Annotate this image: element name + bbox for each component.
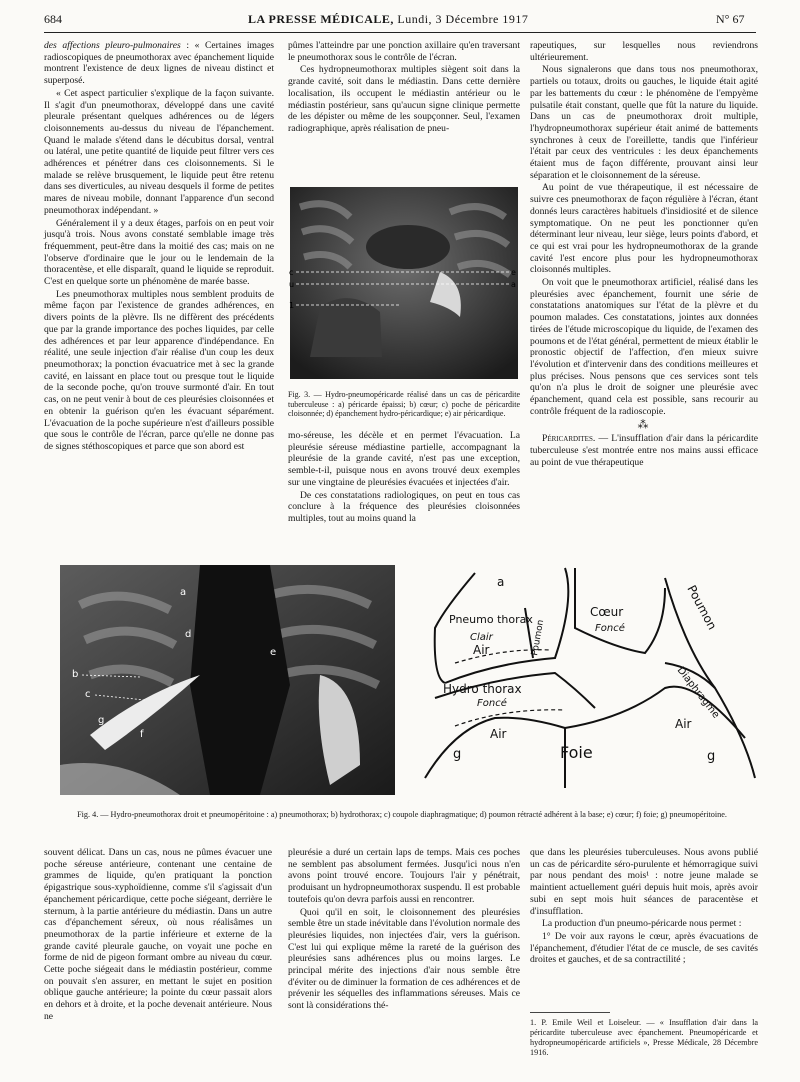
diagram-diaphragme: Diaphragme: [674, 665, 722, 721]
issue-date: Lundi, 3 Décembre 1917: [397, 12, 529, 26]
paragraph: pûmes l'atteindre par une ponction axillaire qu'en traversant le pneumothorax sous le contrôle de l'écran.: [288, 40, 520, 63]
paragraph: Quoi qu'il en soit, le cloisonnement des pleurésies semble être un stade inévitable dans l'évolution normale des pleurésies liquides, non injectées d'air, vers la guérison. C'est lui qui explique même la rareté de la guérison des pleurésies sans adhérences plus ou moins larges. Le principal mérite des injections d'air nous semble être d'éviter ou de diminuer la formation de ces adhérences et de prévenir les séquelles des inflammations séreuses. Mais ce sont là considérations thé-: [288, 906, 520, 1012]
diagram-g-2: g: [707, 749, 716, 764]
paragraph: pleurésie a duré un certain laps de temps. Mais ces poches ne semblent pas absolument fermées. Jusqu'ici nous n'en avons point trouvé encore. Toujours l'air y pénétrait, produisant un hydropneumothorax suspendu. Il est probable toutefois qu'on devra parfois aussi en rencontrer.: [288, 847, 520, 905]
paragraph: [530, 433, 758, 468]
issue-number: N° 67: [716, 12, 745, 26]
footnote-rule: [530, 1012, 610, 1013]
fig3-label-1: 1: [289, 301, 295, 310]
figure-3: [288, 185, 520, 395]
italic-lead: des affections pleuro-pulmonaires: [44, 40, 181, 51]
paragraph: que dans les pleurésies tuberculeuses. Nous avons publié un cas de péricardite séro-purulente et hémorragique suivi par nous pendant des mois¹ : notre jeune malade se maintient actuellement guéri depuis huit mois, après avoir subi en sept mois huit séances de paracentèse et d'insufflation.: [530, 847, 758, 917]
fig3-label-e: e: [511, 268, 516, 277]
diagram-foie: Foie: [560, 743, 593, 762]
section-heading: Péricardites.: [542, 433, 596, 445]
paragraph: On voit que le pneumothorax artificiel, réalisé dans les pleurésies avec épanchement, fournit une série de constatations anatomiques sur l'état de la plèvre et du poumon malades. Ces constatations, jointes aux données tirées de l'étude microscopique du liquide, de l'examen des poumons et de l'état général, permettent de mieux établir le pronostic objectif de l'affection, d'en mieux suivre l'évolution et d'intervenir dans des conditions meilleures et plus précises. Nous pensons que ces services sont tels qu'on n'a plus le droit de soigner une pleurésie avec épanchement, quand cela est possible, sans recourir au contrôle fréquent de la radioscopie.: [530, 277, 758, 417]
diagram-air-2: Air: [490, 727, 507, 741]
paragraph: Nous signalerons que dans tous nos pneumothorax, partiels ou totaux, droits ou gauches, le liquide était agité par les battements du cœur : le phénomène de l'empyème pulsatile était constant, quelle que fût la nature du liquide. Dans un cas de pneumothorax droit multiple, l'hydropneumothorax supérieur était animé de battements synchrones à ceux de l'oreillette, tandis que l'inférieur l'était par ceux des ventricules : les deux épanchements étaient mus de façon différente, prouvant ainsi leur séparation et le cloisonnement de la séreuse.: [530, 64, 758, 181]
diagram-air-1: Air: [473, 643, 490, 657]
paragraph: « Cet aspect particulier s'explique de la façon suivante. Il s'agit d'un pneumothorax, développé dans une cavité pleurale présentant quelques adhérences ou de légers cloisonnements au-dessus du niveau de l'épanchement. Quand le malade s'étend dans le décubitus dorsal, ventral ou latéral, une petite quantité de liquide peut filtrer vers ces adhérences et pénétrer dans ces cloisonnements. Si le malade se relève brusquement, le liquide peut être retenu dans ses diverticules, au niveau desquels il forme de petites mares de niveau mobile, donnant l'apparence d'un second pneumothorax indépendant. »: [44, 87, 274, 216]
paragraph: De ces constatations radiologiques, on peut en tous cas conclure à la fréquence des pleurésies cloisonnées multiples, tout au moins quand la: [288, 489, 520, 524]
paragraph: rapeutiques, sur lesquelles nous reviendrons ultérieurement.: [530, 40, 758, 63]
paragraph-text: : « Certaines images radioscopiques de pneumothorax avec épanchement liquide montrent l'existence de deux lignes de niveau distinct et superposé.: [44, 40, 275, 87]
paragraph: Généralement il y a deux étages, parfois on en peut voir jusqu'à trois. Nous avons constaté semblable image très fréquemment, peut-être dans la moitié des cas; mais on ne l'observe d'ordinaire que le jour ou le lendemain de la thoracentèse, et elle disparaît, quand le liquide se reproduit. C'est en quelque sorte un phénomène de marée basse.: [44, 217, 274, 288]
column-2-top: [288, 40, 520, 136]
diagram-pneumothorax: Pneumo thorax: [449, 613, 533, 626]
diagram-poumon-small: Poumon: [530, 619, 547, 657]
section-separator: ⁂: [637, 418, 651, 431]
diagram-poumon-big: Poumon: [684, 582, 720, 633]
column-2-bottom: [288, 430, 520, 526]
paragraph: mo-séreuse, les décèle et en permet l'évacuation. La pleurésie séreuse médiastine partielle, accompagnant la pleurésie de la grande cavité, n'est pas une exception, semble-t-il, puisque nous en avons trouvé deux exemples sur une vingtaine de pleurésies évacuées et injectées d'air.: [288, 430, 520, 488]
paragraph: Les pneumothorax multiples nous semblent produits de même façon par l'existence de grandes adhérences, en divers points de la plèvre. Ils ne diffèrent des précédents que par la grande importance des poches liquides, par celle des adhérences et par leur apparence d'indépendance. En réalité, une seule injection d'air réalise d'un coup les deux pneumothorax; la ponction évacuatrice met à sec la grande cavité, en laissant en place tout ou presque tout le liquide de la seconde poche, qu'on trouve surmonté d'air. En tout cas, on ne peut venir à bout de ces pleurésies cloisonnées et en obtenir la guérison qu'en les évacuant séparément. L'évacuation de la poche supérieure n'est d'ailleurs possible que sous le contrôle de l'écran, parce qu'elle ne donne pas de signes stéthoscopiques et parce que son abord est: [44, 288, 274, 452]
fig4-label-a: a: [180, 587, 187, 598]
header-rule: [44, 32, 756, 33]
running-header: [248, 12, 528, 27]
column-3: [530, 40, 758, 469]
fig4-radiograph: [60, 565, 395, 795]
diagram-clair: Clair: [470, 632, 493, 643]
journal-title: LA PRESSE MÉDICALE,: [248, 12, 394, 26]
fig4-label-g: g: [98, 715, 105, 726]
fig3-caption: Fig. 3. — Hydro-pneumopéricarde réalisé dans un cas de péricardite tuberculeuse : a) péricarde épaissi; b) cœur; c) poche de péricardite cloisonnée; d) épanchement hydro-péricardique; e) air péricardique.: [288, 390, 520, 418]
bottom-column-2: [288, 847, 520, 1013]
diagram-fonce-1: Foncé: [595, 623, 625, 634]
fig3-label-u: u: [289, 280, 295, 289]
paragraph: Ces hydropneumothorax multiples siègent soit dans la grande cavité, soit dans le médiastin. Dans cette dernière localisation, ils occupent le médiastin antérieur ou le médiastin postérieur, sans qu'aucun signe clinique permette de les dépister ou même de les soupçonner. Seul, l'examen radiographique, après réalisation de pneu-: [288, 64, 520, 134]
paragraph: souvent délicat. Dans un cas, nous ne pûmes évacuer une poche séreuse antérieure, contenant une centaine de grammes de liquide, qu'en pratiquant la ponction épigastrique sous-xyphoïdienne, comme s'il s'agissait d'un épanchement péricardique, cette poche siégeant, derrière le sternum, à la partie antérieure du médiastin. Dans un autre cas d'épanchement séreux, où nous réalisâmes un pneumothorax de la partie inférieure et externe de la grande cavité pleurale gauche, on voyait une poche en forme de nid de pigeon formant ombre au niveau du cœur. Cette poche siégeait dans le médiastin postérieur, comme on pouvait s'en assurer, en mettant le sujet en position oblique gauche antérieure; la pointe du cœur passait alors en dehors et à droite, et la poche devenait antérieure. Nous ne: [44, 847, 272, 1022]
paragraph: 1° De voir aux rayons le cœur, après évacuations de l'épanchement, d'étudier l'état de ce muscle, de ses cavités droites et gauches, et de sa contractilité ;: [530, 930, 758, 966]
paragraph-text: — L'insufflation d'air dans la péricardite tuberculeuse s'est montrée entre nos mains aussi efficace au point de vue thérapeutique: [530, 433, 758, 468]
diagram-hydrothorax: Hydro thorax: [443, 682, 522, 696]
fig4-diagram: [415, 568, 760, 790]
paragraph: Au point de vue thérapeutique, il est nécessaire de suivre ces pneumothorax de façon régulière à l'écran, étant donnés leurs caractères habituels d'insidiosité et de silence symptomatique. On ne peut les ponctionner qu'en déterminant leur niveau, leur siège, leurs points d'abord, et ce qui est vrai pour les hydropneumothorax de la grande cavité l'est encore plus pour les hydropneumothorax cloisonnés multiples.: [530, 182, 758, 276]
diagram-label-a: a: [497, 575, 505, 589]
paragraph: La production d'un pneumo-péricarde nous permet :: [542, 918, 742, 930]
footnote: 1. P. Emile Weil et Loiseleur. — « Insufflation d'air dans la péricardite tuberculeuse avec épanchement. Pneumopéricarde et hydropneumopéricarde artificiels », Presse Médicale, 28 Décembre 1916.: [530, 1018, 758, 1057]
fig4-label-d: d: [185, 629, 192, 640]
fig4-label-e: e: [270, 647, 277, 658]
page-number: 684: [44, 12, 62, 26]
fig3-label-c: c: [289, 268, 294, 277]
fig4-label-f: f: [140, 729, 144, 740]
fig4-label-c: c: [85, 689, 91, 700]
bottom-column-1: [44, 847, 272, 1024]
fig3-radiograph: [290, 187, 518, 379]
bottom-column-3: [530, 847, 758, 967]
diagram-fonce-2: Foncé: [477, 698, 507, 709]
diagram-coeur: Cœur: [590, 605, 624, 619]
diagram-air-3: Air: [675, 717, 692, 731]
fig4-caption: Fig. 4. — Hydro-pneumothorax droit et pneumopéritoine : a) pneumothorax; b) hydrothorax; c) coupole diaphragmatique; d) poumon rétracté adhérent à la base; e) cœur; f) foie; g) pneumopéritoine.: [77, 810, 727, 819]
column-1: [44, 40, 274, 454]
diagram-g-1: g: [453, 747, 462, 762]
fig3-label-a: a: [511, 280, 516, 289]
paragraph: [44, 40, 274, 87]
fig4-label-b: b: [72, 669, 79, 680]
